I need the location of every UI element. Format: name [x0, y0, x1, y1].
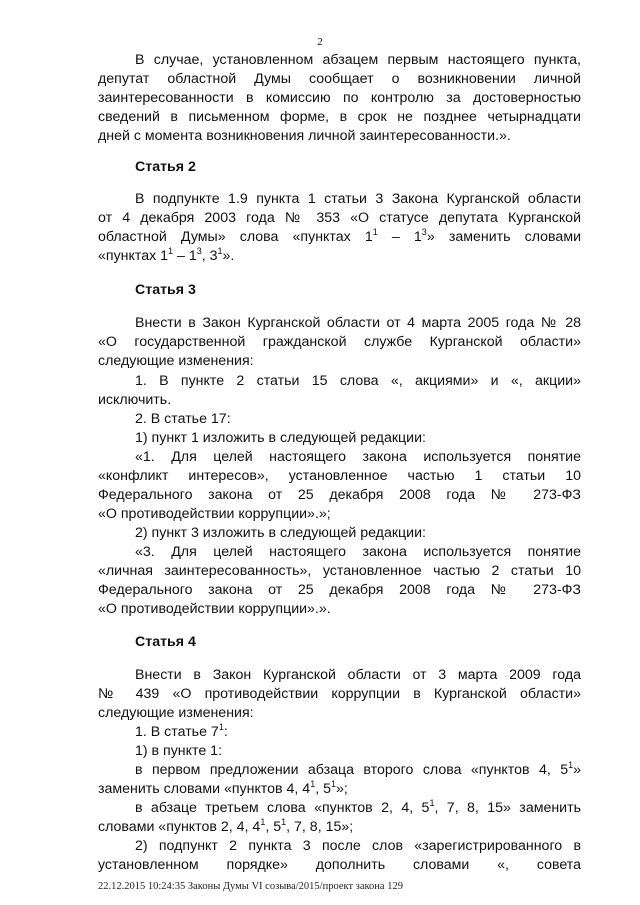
text-line	[98, 247, 581, 266]
text-line: «О государственной гражданской службе Курганской области»	[98, 334, 581, 350]
text-line: 2. В статье 17:	[135, 411, 231, 427]
text-line: «О противодействии коррупции».»;	[98, 506, 331, 522]
text-line: Федерального закона от 25 декабря 2008 года № 273-ФЗ	[98, 582, 581, 598]
text-line: 1) в пункте 1:	[135, 743, 223, 759]
text-segment: заменить словами «пунктов 4, 4	[98, 781, 311, 797]
text-line: В подпункте 1.9 пункта 1 статьи 3 Закона Курганской области	[135, 191, 581, 207]
text-line: следующие изменения:	[98, 353, 254, 369]
superscript: 1	[218, 722, 224, 732]
text-line: В случае, установленном абзацем первым настоящего пункта,	[135, 52, 581, 68]
superscript: 1	[260, 817, 266, 827]
text-segment: , 7, 8, 15» заменить	[434, 800, 581, 816]
superscript: 1	[330, 779, 336, 789]
text-segment: , 5	[265, 819, 282, 835]
text-line	[135, 761, 581, 780]
superscript: 1	[568, 760, 574, 770]
text-segment: , 3	[201, 248, 218, 264]
text-segment: 1. В статье 7	[135, 724, 219, 740]
text-line: 1. В пункте 2 статьи 15 слова «, акциями» и «, акции»	[135, 373, 581, 389]
superscript: 1	[217, 246, 223, 256]
text-line: Внести в Закон Курганской области от 4 марта 2005 года № 28	[135, 315, 581, 331]
text-line: «3. Для целей настоящего закона используется понятие	[135, 544, 581, 560]
article-heading: Статья 3	[135, 282, 196, 298]
text-segment: – 1	[377, 229, 422, 245]
article-heading: Статья 4	[135, 634, 196, 650]
text-line: сведений в письменном форме, в срок не позднее четырнадцати	[98, 109, 581, 125]
text-line: Федерального закона от 25 декабря 2008 года № 273-ФЗ	[98, 487, 581, 503]
text-line: 1) пункт 1 изложить в следующей редакции:	[135, 430, 426, 446]
text-segment: »	[573, 762, 581, 778]
text-line: «личная заинтересованность», установленное частью 2 статьи 10	[98, 563, 581, 579]
text-line: «О противодействии коррупции».».	[98, 601, 331, 617]
text-segment: словами «пунктов 2, 4, 4	[98, 819, 261, 835]
text-line: 2) подпункт 2 пункта 3 после слов «зарегистрированного в	[135, 838, 581, 854]
text-segment: , 5	[315, 781, 331, 797]
text-line: следующие изменения:	[98, 705, 254, 721]
text-segment: :	[223, 724, 228, 740]
superscript: 3	[196, 246, 202, 256]
text-segment: ».	[222, 248, 235, 264]
superscript: 1	[429, 798, 435, 808]
article-heading: Статья 2	[135, 159, 196, 175]
text-line	[98, 780, 581, 799]
text-segment: »;	[336, 781, 348, 797]
text-line	[135, 799, 581, 818]
superscript: 1	[372, 227, 378, 237]
text-segment: » заменить словами	[426, 229, 582, 245]
text-line: заинтересованности в комиссию по контролю за достоверностью	[98, 90, 581, 106]
superscript: 1	[168, 246, 174, 256]
text-line	[98, 228, 581, 247]
text-segment: областной Думы» слова «пунктах 1	[98, 229, 373, 245]
text-line	[135, 723, 581, 742]
text-line: Внести в Закон Курганской области от 3 марта 2009 года	[135, 667, 581, 683]
text-line: 2) пункт 3 изложить в следующей редакции:	[135, 525, 426, 541]
text-line: от 4 декабря 2003 года № 353 «О статусе депутата Курганской	[98, 210, 581, 226]
text-segment: в первом предложении абзаца второго слова «пунктов 4, 5	[135, 762, 569, 778]
text-segment: «пунктах 1	[98, 248, 169, 264]
text-line: дней с момента возникновения личной заинтересованности.».	[98, 128, 511, 144]
text-line: исключить.	[98, 392, 172, 408]
text-segment: – 1	[173, 248, 197, 264]
text-segment: в абзаце третьем слова «пунктов 2, 4, 5	[135, 800, 430, 816]
text-line: № 439 «О противодействии коррупции в Курганской области»	[98, 686, 581, 702]
superscript: 1	[281, 817, 287, 827]
text-line: депутат областной Думы сообщает о возникновении личной	[98, 71, 581, 87]
document-footer: 22.12.2015 10:24:35 Законы Думы VI созыва/2015/проект закона 129	[98, 881, 403, 892]
page-number: 2	[317, 36, 323, 48]
text-segment: , 7, 8, 15»;	[286, 819, 354, 835]
superscript: 1	[310, 779, 316, 789]
superscript: 3	[421, 227, 427, 237]
text-line: установленном порядке» дополнить словами «, совета	[98, 857, 581, 873]
text-line: «конфликт интересов», установленное частью 1 статьи 10	[98, 468, 581, 484]
text-line: «1. Для целей настоящего закона используется понятие	[135, 449, 581, 465]
text-line	[98, 818, 581, 837]
